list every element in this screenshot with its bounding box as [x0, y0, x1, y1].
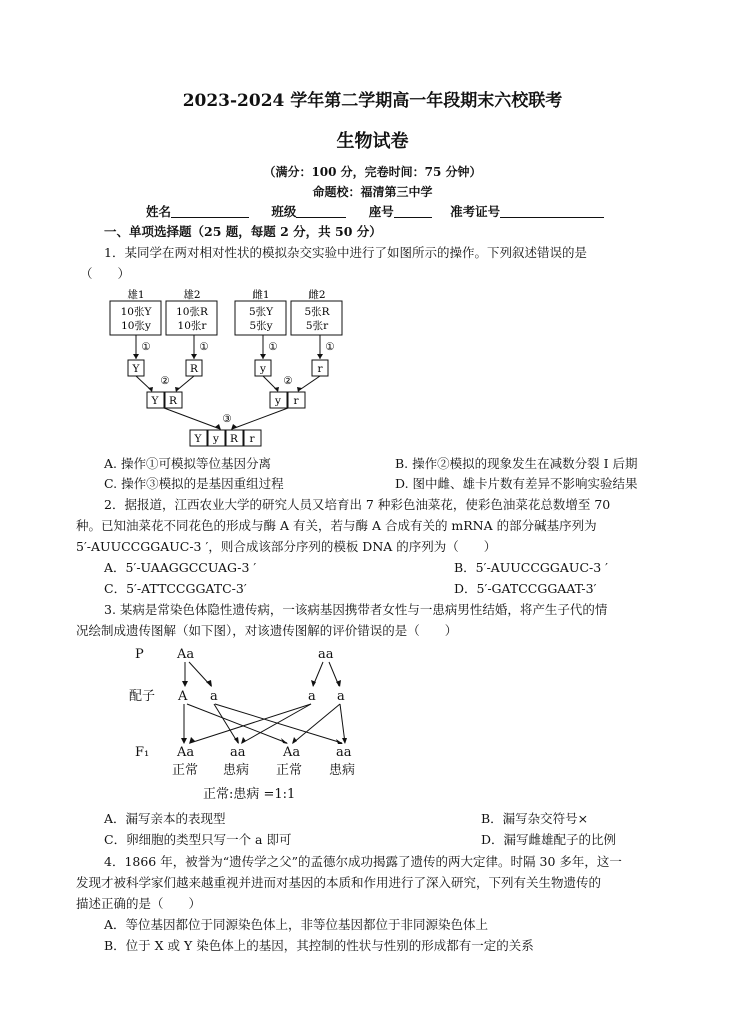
- name-label: 姓名: [146, 204, 172, 219]
- offspring-genotype: Aa: [283, 745, 301, 760]
- card-letter: r: [293, 395, 299, 407]
- card-letter: y: [213, 433, 219, 445]
- offspring-genotype: aa: [336, 745, 352, 760]
- q4-line: 描述正确的是（ ）: [76, 896, 202, 911]
- q1-option-b[interactable]: B. 操作②模拟的现象发生在减数分裂 I 后期: [395, 456, 638, 471]
- gamete: a: [210, 689, 218, 704]
- gamete: a: [337, 689, 345, 704]
- q3-option-c[interactable]: C．卵细胞的类型只写一个 a 即可: [104, 832, 292, 847]
- card-letter: Y: [151, 395, 159, 407]
- q4-line: 发现才被科学家们越来越重视并进而对基因的本质和作用进行了深入研究，下列有关生物遗传的: [76, 875, 602, 890]
- q1-answer-paren: （ ）: [80, 266, 131, 281]
- q2-option-d[interactable]: D．5′-GATCCGGAAT-3′: [454, 581, 597, 596]
- step-marker: ①: [199, 341, 209, 353]
- card-letter: y: [260, 363, 266, 375]
- step-marker: ②: [160, 375, 170, 387]
- q3-option-d[interactable]: D．漏写雌雄配子的比例: [481, 832, 617, 847]
- card-count: 5张R: [304, 306, 330, 318]
- card-count: 10张y: [121, 320, 151, 332]
- step-marker: ①: [141, 341, 151, 353]
- class-label: 班级: [271, 204, 297, 219]
- gamete-label: 配子: [129, 689, 156, 704]
- card-count: 5张y: [249, 320, 273, 332]
- q4-option-b[interactable]: B．位于 X 或 Y 染色体上的基因，其控制的性状与性别的形成都有一定的关系: [104, 938, 534, 953]
- ratio-text: 正常:患病 =1:1: [203, 787, 296, 802]
- q2-line: 2．据报道，江西农业大学的研究人员又培育出 7 种彩色油菜花，使彩色油菜花总数增至 70: [104, 497, 611, 512]
- card-letter: r: [249, 433, 255, 445]
- parent-genotype: aa: [318, 647, 334, 662]
- phenotype: 患病: [329, 763, 356, 778]
- q3-line: 况绘制成遗传图解（如下图），对该遗传图解的评价错误的是（ ）: [76, 623, 458, 638]
- score-info: （满分：100 分，完卷时间：75 分钟）: [263, 165, 482, 179]
- q1-option-a[interactable]: A. 操作①可模拟等位基因分离: [104, 456, 271, 471]
- q3-option-b[interactable]: B．漏写杂交符号×: [481, 811, 589, 826]
- box-label: 雌1: [252, 289, 270, 301]
- parent-genotype: Aa: [177, 647, 195, 662]
- exam-title: 2023-2024 学年第二学期高一年段期末六校联考: [182, 91, 563, 111]
- student-info-row: [146, 204, 604, 220]
- q3-pedigree-diagram: [125, 640, 375, 805]
- card-count: 5张r: [305, 320, 329, 332]
- phenotype: 患病: [223, 763, 250, 778]
- card-count: 10张r: [177, 320, 207, 332]
- q1-stem: 1．某同学在两对相对性状的模拟杂交实验中进行了如图所示的操作。下列叙述错误的是: [104, 245, 587, 260]
- card-letter: R: [190, 363, 198, 375]
- card-letter: Y: [132, 363, 140, 375]
- q2-line: 种。已知油菜花不同花色的形成与酶 A 有关，若与酶 A 合成有关的 mRNA 的部分碱基序列为: [76, 518, 597, 533]
- step-marker: ③: [222, 413, 232, 425]
- seat-label: 座号: [368, 204, 394, 219]
- q4-option-a[interactable]: A．等位基因都位于同源染色体上，非等位基因都位于非同源染色体上: [104, 917, 489, 932]
- p-label: P: [135, 647, 144, 662]
- box-label: 雄1: [127, 289, 145, 301]
- card-letter: R: [230, 433, 238, 445]
- q4-line: 4．1866 年，被誉为“遗传学之父”的孟德尔成功揭露了遗传的两大定律。时隔 30 多年，这一: [104, 854, 622, 869]
- card-count: 5张Y: [248, 306, 274, 318]
- q3-option-a[interactable]: A．漏写亲本的表现型: [104, 811, 226, 826]
- q1-option-d[interactable]: D. 图中雌、雄卡片数有差异不影响实验结果: [395, 476, 638, 491]
- step-marker: ①: [325, 341, 335, 353]
- step-marker: ②: [283, 375, 293, 387]
- q2-line: 5′-AUUCCGGAUC-3 ′，则合成该部分序列的模板 DNA 的序列为（ ）: [76, 539, 497, 554]
- section-heading: 一、单项选择题（25 题，每题 2 分，共 50 分）: [104, 224, 382, 239]
- box-label: 雌2: [308, 289, 326, 301]
- card-letter: Y: [194, 433, 202, 445]
- q2-option-c[interactable]: C．5′-ATTCCGGATC-3′: [104, 581, 247, 596]
- ticket-field[interactable]: [500, 205, 604, 218]
- phenotype: 正常: [276, 763, 303, 778]
- offspring-genotype: Aa: [177, 745, 195, 760]
- q3-line: 3. 某病是常染色体隐性遗传病，一该病基因携带者女性与一患病男性结婚，将产生子代的情: [104, 602, 608, 617]
- card-letter: r: [317, 363, 323, 375]
- box-label: 雄2: [183, 289, 201, 301]
- seat-field[interactable]: [394, 205, 432, 218]
- card-letter: R: [169, 395, 177, 407]
- q1-diagram: [100, 284, 360, 454]
- name-field[interactable]: [171, 205, 249, 218]
- card-count: 10张R: [176, 306, 208, 318]
- step-marker: ①: [268, 341, 278, 353]
- q1-option-c[interactable]: C. 操作③模拟的是基因重组过程: [104, 476, 284, 491]
- phenotype: 正常: [172, 763, 199, 778]
- ticket-label: 准考证号: [450, 204, 501, 219]
- class-field[interactable]: [296, 205, 346, 218]
- f1-label: F₁: [135, 745, 150, 760]
- q2-option-b[interactable]: B．5′-AUUCCGGAUC-3 ′: [454, 560, 609, 575]
- setter-school: 命题校：福清第三中学: [312, 185, 433, 199]
- gamete: A: [178, 689, 188, 704]
- q2-option-a[interactable]: A．5′-UAAGGCCUAG-3 ′: [104, 560, 257, 575]
- card-letter: y: [275, 395, 281, 407]
- exam-subtitle: 生物试卷: [336, 131, 409, 152]
- offspring-genotype: aa: [230, 745, 246, 760]
- gamete: a: [308, 689, 316, 704]
- card-count: 10张Y: [120, 306, 152, 318]
